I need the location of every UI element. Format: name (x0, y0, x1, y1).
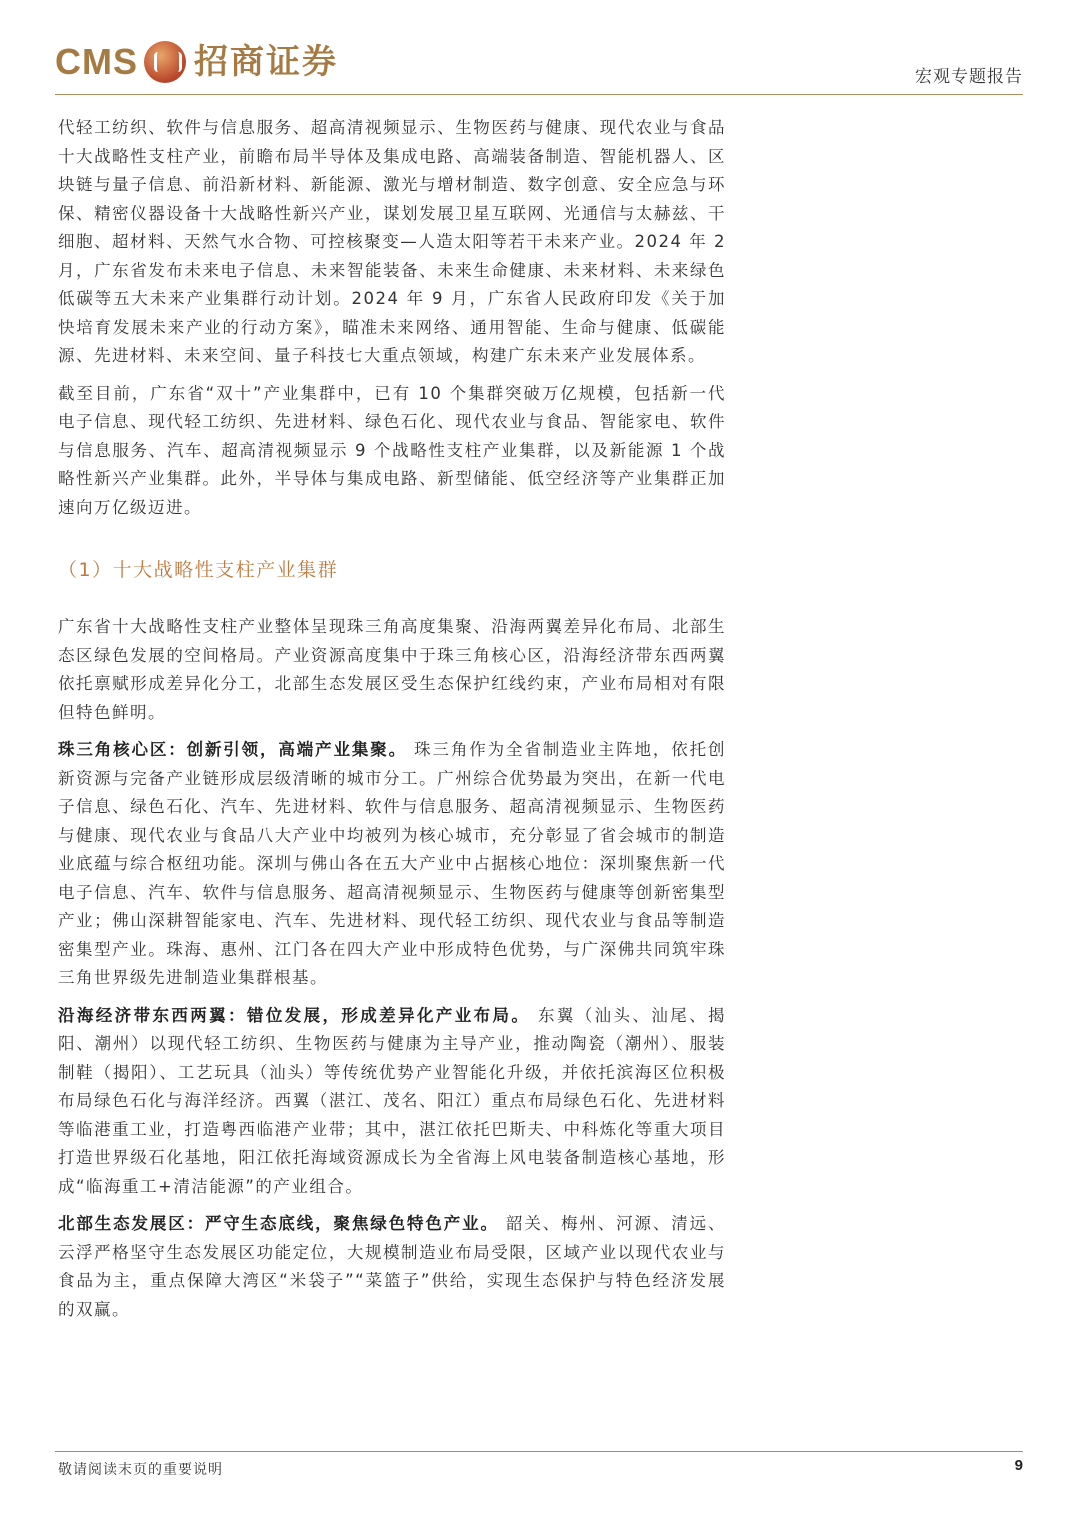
disclaimer-note: 敬请阅读末页的重要说明 (58, 1462, 223, 1478)
paragraph-industry-overview: 代轻工纺织、软件与信息服务、超高清视频显示、生物医药与健康、现代农业与食品十大战略性支柱产业，前瞻布局半导体及集成电路、高端装备制造、智能机器人、区块链与量子信息、前沿新材料、新能源、激光与增材制造、数字创意、安全应急与环保、精密仪器设备十大战略性新兴产业，谋划发展卫星互联网、光通信与太赫兹、干细胞、超材料、天然气水合物、可控核聚变—人造太阳等若干未来产业。2024 年 2 月，广东省发布未来电子信息、未来智能装备、未来生命健康、未来材料、未来绿色低碳等五大未来产业集群行动计划。2024 年 9 月，广东省人民政府印发《关于加快培育发展未来产业的行动方案》，瞄准未来网络、通用智能、生命与健康、低碳能源、先进材料、未来空间、量子科技七大重点领域，构建广东未来产业发展体系。 (58, 118, 726, 365)
cms-emblem-icon (144, 41, 186, 83)
section-title: （1）十大战略性支柱产业集群 (58, 559, 339, 581)
brand-logo (55, 40, 338, 84)
paragraph-cluster-status: 截至目前，广东省“双十”产业集群中，已有 10 个集群突破万亿规模，包括新一代电子信息、现代轻工纺织、先进材料、绿色石化、现代农业与食品、智能家电、软件与信息服务、汽车、超高清视频显示 9 个战略性支柱产业集群，以及新能源 1 个战略性新兴产业集群。此外，半导体与集成电路、新型储能、低空经济等产业集群正加速向万亿级迈进。 (58, 383, 726, 517)
main-content (58, 114, 726, 1324)
logo-text-en: CMS (55, 41, 138, 82)
paragraph-lead: 珠三角核心区：创新引领，高端产业集聚。 (58, 740, 407, 759)
paragraph-lead: 北部生态发展区：严守生态底线，聚焦绿色特色产业。 (58, 1214, 499, 1233)
logo-text-cn: 招商证券 (194, 42, 338, 82)
paragraph-spatial-pattern: 广东省十大战略性支柱产业整体呈现珠三角高度集聚、沿海两翼差异化布局、北部生态区绿色发展的空间格局。产业资源高度集中于珠三角核心区，沿海经济带东西两翼依托禀赋形成差异化分工，北部生态发展区受生态保护红线约束，产业布局相对有限但特色鲜明。 (58, 617, 726, 722)
paragraph-northern-ecology (58, 1210, 726, 1324)
header-divider (55, 94, 1023, 95)
paragraph-text: 韶关、梅州、河源、清远、云浮严格坚守生态发展区功能定位，大规模制造业布局受限，区域产业以现代农业与食品为主，重点保障大湾区“米袋子”“菜篮子”供给，实现生态保护与特色经济发展的双赢。 (58, 1214, 727, 1319)
report-type: 宏观专题报告 (915, 67, 1023, 87)
paragraph-text: 东翼（汕头、汕尾、揭阳、潮州）以现代轻工纺织、生物医药与健康为主导产业，推动陶瓷（潮州）、服装制鞋（揭阳）、工艺玩具（汕头）等传统优势产业智能化升级，并依托滨海区位积极布局绿色石化与海洋经济。西翼（湛江、茂名、阳江）重点布局绿色石化、先进材料等临港重工业，打造粤西临港产业带；其中，湛江依托巴斯夫、中科炼化等重大项目打造世界级石化基地，阳江依托海域资源成长为全省海上风电装备制造核心基地，形成“临海重工+清洁能源”的产业组合。 (58, 1005, 727, 1196)
footer-divider (55, 1451, 1023, 1452)
paragraph-lead: 沿海经济带东西两翼：错位发展，形成差异化产业布局。 (58, 1005, 531, 1025)
paragraph-text: 珠三角作为全省制造业主阵地，依托创新资源与完备产业链形成层级清晰的城市分工。广州综合优势最为突出，在新一代电子信息、绿色石化、汽车、先进材料、软件与信息服务、超高清视频显示、生物医药与健康、现代农业与食品八大产业中均被列为核心城市，充分彰显了省会城市的制造业底蕴与综合枢纽功能。深圳与佛山各在五大产业中占据核心地位：深圳聚焦新一代电子信息、汽车、软件与信息服务、超高清视频显示、生物医药与健康等创新密集型产业；佛山深耕智能家电、汽车、先进材料、现代轻工纺织、现代农业与食品等制造密集型产业。珠海、惠州、江门各在四大产业中形成特色优势，与广深佛共同筑牢珠三角世界级先进制造业集群根基。 (58, 740, 727, 987)
paragraph-coastal-wings (58, 1002, 726, 1202)
paragraph-prd-core (58, 736, 726, 993)
page-number: 9 (1014, 1457, 1023, 1474)
